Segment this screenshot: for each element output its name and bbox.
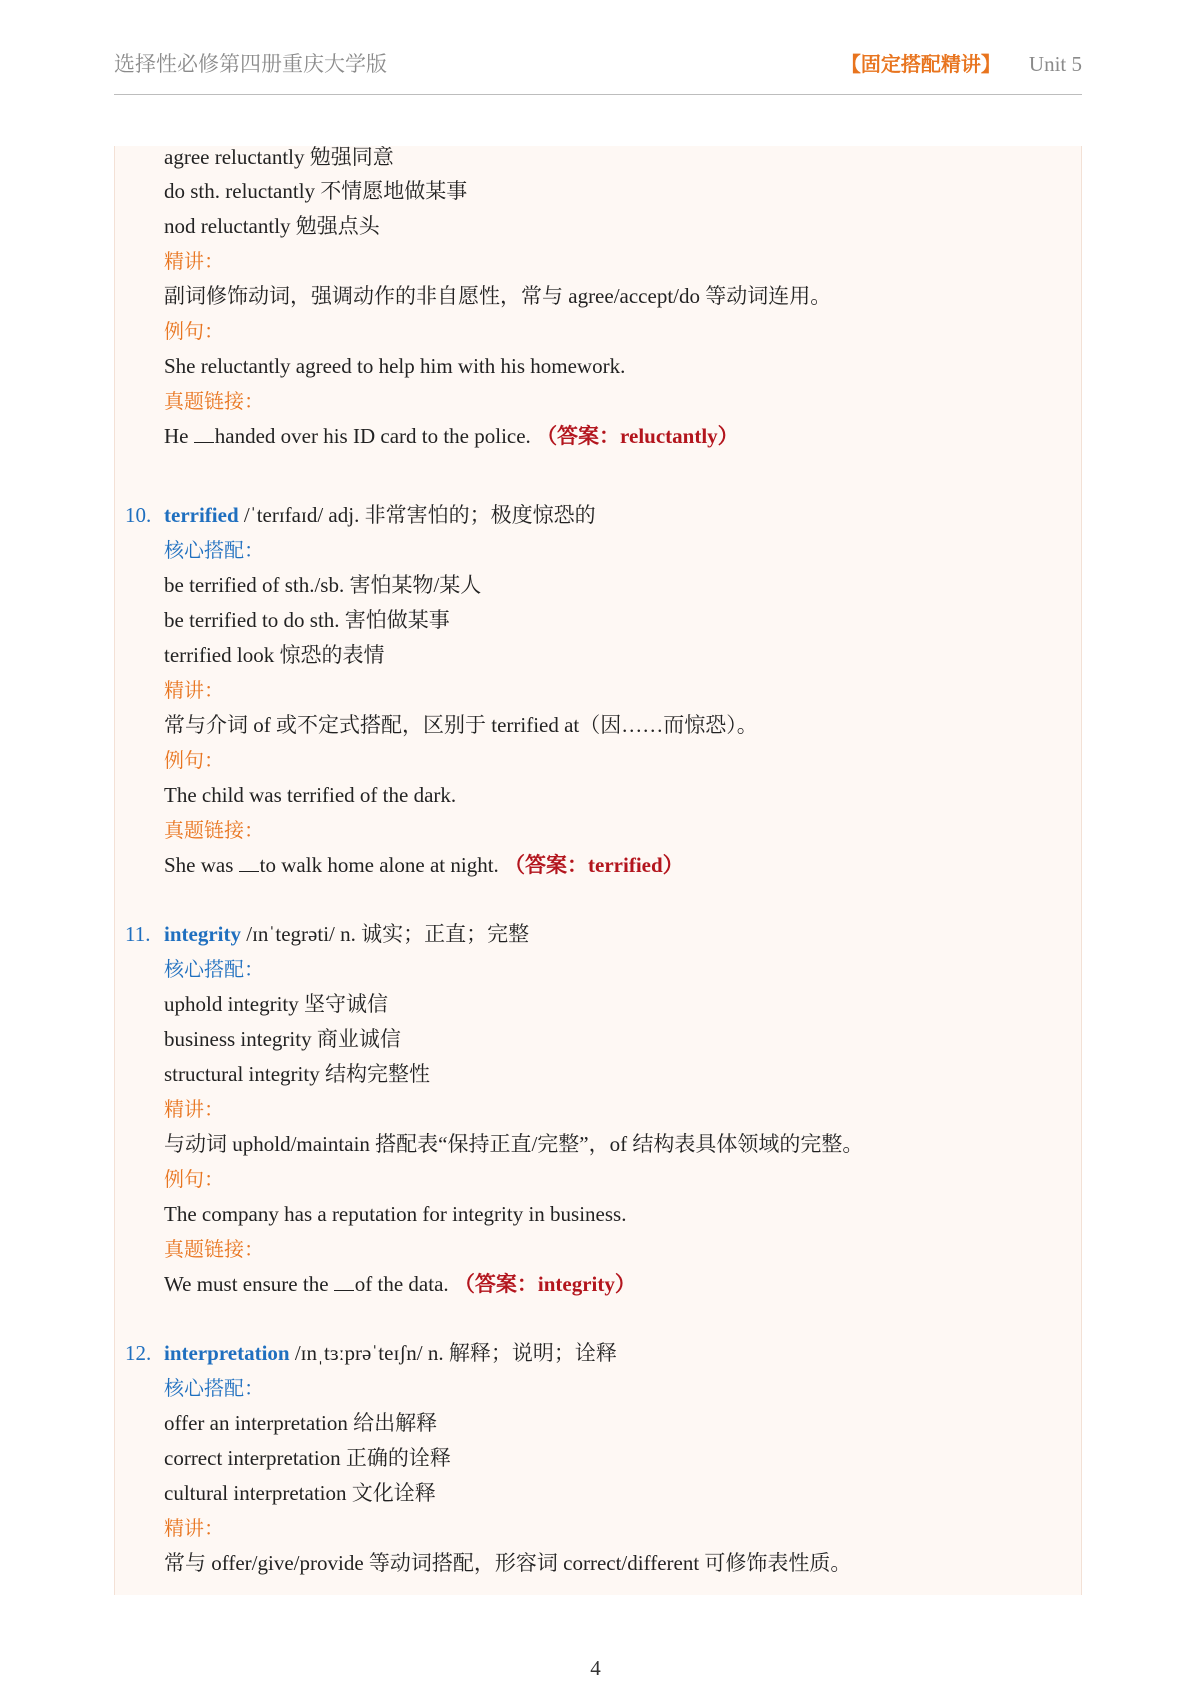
entry-heading: [125, 500, 596, 530]
collocation-item: uphold integrity 坚守诚信: [164, 992, 388, 1016]
exam-link-label: 真题链接：: [164, 389, 264, 413]
collocation-item: correct interpretation 正确的诠释: [164, 1446, 451, 1470]
collocation-item: agree reluctantly 勉强同意: [164, 145, 394, 169]
collocation-item: be terrified of sth./sb. 害怕某物/某人: [164, 573, 482, 597]
core-collocation-label: 核心搭配：: [164, 957, 264, 981]
entry-definition: /ˈterɪfaɪd/ adj. 非常害怕的；极度惊恐的: [238, 503, 596, 527]
answer-key: （答案：terrified）: [504, 853, 684, 877]
collocation-item: offer an interpretation 给出解释: [164, 1411, 438, 1435]
collocation-item: business integrity 商业诚信: [164, 1027, 401, 1051]
explanation-label: 精讲：: [164, 1516, 224, 1540]
entry-definition: /ɪnˌtɜːprəˈteɪʃn/ n. 解释；说明；诠释: [289, 1341, 617, 1365]
explanation-label: 精讲：: [164, 249, 224, 273]
exam-text-before: She was: [164, 853, 239, 877]
exam-text-before: We must ensure the: [164, 1272, 334, 1296]
example-sentence: She reluctantly agreed to help him with his homework.: [164, 354, 626, 378]
exam-question: [164, 421, 739, 451]
entry-heading: [125, 1338, 617, 1368]
answer-blank: [239, 855, 259, 872]
exam-text-before: He: [164, 424, 194, 448]
answer-key: （答案：integrity）: [453, 1272, 636, 1296]
collocation-item: cultural interpretation 文化诠释: [164, 1481, 436, 1505]
unit-label: Unit 5: [1028, 52, 1082, 76]
explanation-label: 精讲：: [164, 678, 224, 702]
example-label: 例句：: [164, 1167, 224, 1191]
example-label: 例句：: [164, 748, 224, 772]
example-label: 例句：: [164, 319, 224, 343]
collocation-item: do sth. reluctantly 不情愿地做某事: [164, 179, 468, 203]
exam-text-after: handed over his ID card to the police.: [214, 424, 531, 448]
example-sentence: The company has a reputation for integrity in business.: [164, 1202, 627, 1226]
collocation-item: be terrified to do sth. 害怕做某事: [164, 608, 450, 632]
example-sentence: The child was terrified of the dark.: [164, 783, 457, 807]
core-collocation-label: 核心搭配：: [164, 538, 264, 562]
entry-number: 11.: [125, 922, 151, 946]
exam-text-after: to walk home alone at night.: [259, 853, 499, 877]
page-number: 4: [590, 1656, 601, 1680]
exam-question: [164, 1269, 636, 1299]
explanation-text: 与动词 uphold/maintain 搭配表“保持正直/完整”，of 结构表具体领域的完整。: [164, 1132, 864, 1156]
headword: interpretation: [164, 1341, 290, 1365]
book-title: 选择性必修第四册重庆大学版: [114, 52, 387, 76]
answer-key: （答案：reluctantly）: [536, 424, 739, 448]
explanation-text: 副词修饰动词，强调动作的非自愿性，常与 agree/accept/do 等动词连用。: [164, 284, 832, 308]
entry-number: 10.: [125, 503, 152, 527]
page-header: [114, 44, 1082, 95]
entry-number: 12.: [125, 1341, 152, 1365]
answer-blank: [194, 426, 214, 443]
headword: terrified: [164, 503, 239, 527]
collocation-item: nod reluctantly 勉强点头: [164, 214, 380, 238]
collocation-item: structural integrity 结构完整性: [164, 1062, 430, 1086]
exam-link-label: 真题链接：: [164, 818, 264, 842]
exam-text-after: of the data.: [354, 1272, 449, 1296]
explanation-text: 常与 offer/give/provide 等动词搭配，形容词 correct/different 可修饰表性质。: [164, 1551, 852, 1575]
section-tag: 【固定搭配精讲】: [840, 52, 1001, 76]
collocation-item: terrified look 惊恐的表情: [164, 643, 385, 667]
exam-question: [164, 850, 684, 880]
header-right: [841, 48, 1082, 77]
explanation-text: 常与介词 of 或不定式搭配，区别于 terrified at（因……而惊恐）。: [164, 713, 758, 737]
entry-heading: [125, 919, 529, 949]
headword: integrity: [164, 922, 241, 946]
entry-definition: /ɪnˈtegrəti/ n. 诚实；正直；完整: [240, 922, 530, 946]
core-collocation-label: 核心搭配：: [164, 1376, 264, 1400]
exam-link-label: 真题链接：: [164, 1237, 264, 1261]
explanation-label: 精讲：: [164, 1097, 224, 1121]
answer-blank: [334, 1274, 354, 1291]
